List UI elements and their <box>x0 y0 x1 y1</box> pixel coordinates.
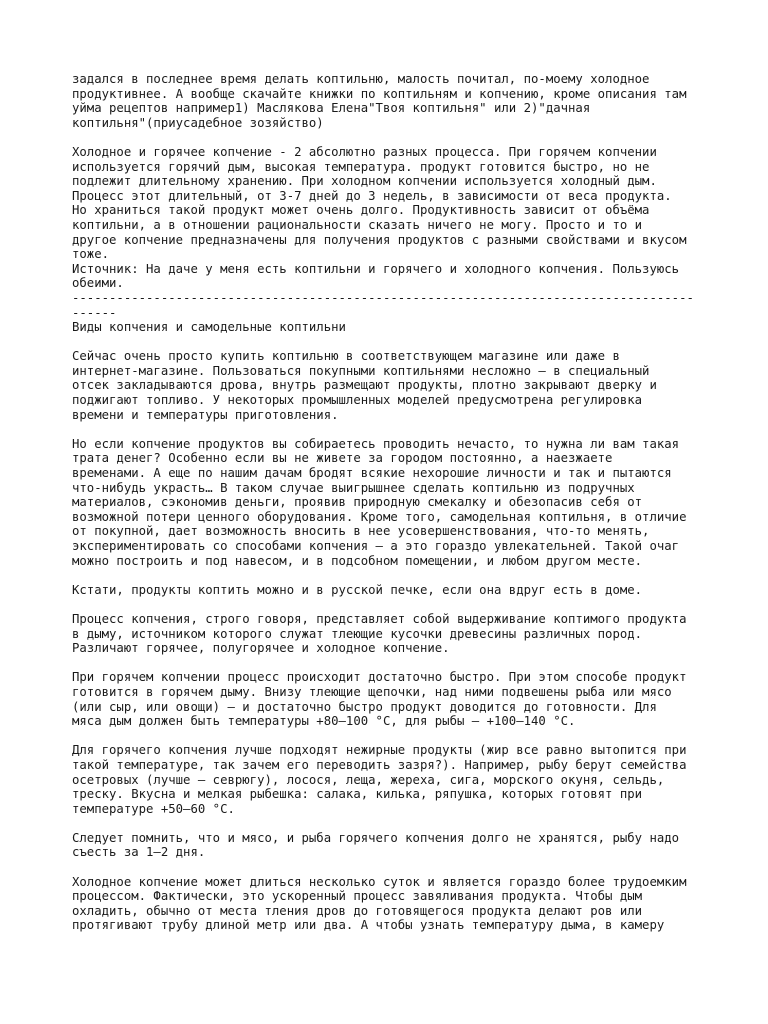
text-line: Сейчас очень просто купить коптильню в соответствующем магазине или даже в <box>72 349 620 364</box>
text-line: другое копчение предназначены для получения продуктов с разными свойствами и вкусом <box>72 232 687 247</box>
text-line: такой температуре, так зачем его переводить зазря?). Например, рыбу берут семейства <box>72 757 687 772</box>
text-line: материалов, сэкономив деньги, проявив природную смекалку и обезопасив себя от <box>72 495 643 510</box>
blank-line <box>72 130 712 145</box>
blank-line <box>72 568 712 583</box>
text-line: процессом. Фактически, это ускоренный процесс завяливания продукта. Чтобы дым <box>72 889 643 904</box>
text-line: коптильни, а в отношении рациональности сказать ничего не могу. Просто и то и <box>72 217 643 232</box>
blank-line <box>72 729 712 744</box>
separator-line: ------ <box>72 305 117 320</box>
text-line: времени и температуры приготовления. <box>72 407 339 422</box>
text-line: температуре +50–60 °С. <box>72 801 235 816</box>
text-line: съесть за 1–2 дня. <box>72 845 206 860</box>
text-line: в дыму, источником которого служат тлеющие кусочки древесины различных пород. <box>72 626 643 641</box>
text-line: интернет-магазине. Пользоваться покупными коптильнями несложно — в специальный <box>72 363 650 378</box>
blank-line <box>72 422 712 437</box>
text-line: Источник: На даче у меня есть коптильни и горячего и холодного копчения. Пользуюсь <box>72 261 680 276</box>
blank-line <box>72 335 712 350</box>
text-line: от покупной, дает возможность вносить в нее усовершенствования, что-то менять, <box>72 524 650 539</box>
blank-line <box>72 597 712 612</box>
text-line: экспериментировать со способами копчения — а это гораздо увлекательней. Такой очаг <box>72 539 680 553</box>
text-line: осетровых (лучше — севрюгу), лосося, леща, жереха, сига, морского окуня, сельдь, <box>72 772 665 787</box>
text-line: Но если копчение продуктов вы собираетесь проводить нечасто, то нужна ли вам такая <box>72 436 680 451</box>
text-line: можно построить и под навесом, и в подсобном помещении, и любом другом месте. <box>72 553 643 568</box>
text-line: используется горячий дым, высокая температура. продукт готовится быстро, но не <box>72 159 650 174</box>
text-line: Различают горячее, полугорячее и холодное копчение. <box>72 641 450 656</box>
text-line: охладить, обычно от места тления дров до готовящегося продукта делают ров или <box>72 903 643 918</box>
blank-line <box>72 656 712 671</box>
text-line: Виды копчения и самодельные коптильни <box>72 320 346 335</box>
text-line: возможной потери ценного оборудования. Кроме того, самодельная коптильня, в отличие <box>72 509 687 524</box>
document-page <box>72 72 712 933</box>
text-line: При горячем копчении процесс происходит достаточно быстро. При этом способе продукт <box>72 670 687 685</box>
text-line: коптильня"(приусадебное зозяйство) <box>72 115 324 130</box>
text-line: обеими. <box>72 276 124 291</box>
text-line: задался в последнее время делать коптильню, малость почитал, по-моему холодное <box>72 72 650 86</box>
text-line: Но храниться такой продукт может очень долго. Продуктивность зависит от объёма <box>72 203 650 218</box>
blank-line <box>72 860 712 875</box>
text-line: трата денег? Особенно если вы не живете за городом постоянно, а наезжаете <box>72 451 613 466</box>
text-line: поджигают топливо. У некоторых промышленных моделей предусмотрена регулировка <box>72 393 643 408</box>
text-line: тоже. <box>72 247 110 262</box>
text-line: (или сыр, или овощи) — и достаточно быстро продукт доводится до готовности. Для <box>72 699 657 714</box>
text-line: готовится в горячем дыму. Внизу тлеющие щепочки, над ними подвешены рыба или мясо <box>72 684 672 699</box>
separator-line: ------------------------------------------------------------------------------------ <box>72 290 694 305</box>
text-line: отсек закладываются дрова, внутрь размещают продукты, плотно закрывают дверку и <box>72 378 657 393</box>
text-line: что-нибудь украсть… В таком случае выигрышнее сделать коптильню из подручных <box>72 480 635 495</box>
text-line: Процесс копчения, строго говоря, представляет собой выдерживание коптимого продукта <box>72 611 687 626</box>
text-line: Следует помнить, что и мясо, и рыба горячего копчения долго не хранятся, рыбу надо <box>72 830 680 845</box>
blank-line <box>72 816 712 831</box>
text-line: треску. Вкусна и мелкая рыбешка: салака, килька, ряпушка, которых готовят при <box>72 787 643 802</box>
text-line: Кстати, продукты коптить можно и в русской печке, если она вдруг есть в доме. <box>72 582 643 597</box>
text-line: Процесс этот длительный, от 3-7 дней до 3 недель, в зависимости от веса продукта. <box>72 188 672 203</box>
text-line: мяса дым должен быть температуры +80–100 °С, для рыбы — +100–140 °С. <box>72 714 576 729</box>
text-line: продуктивнее. А вообще скачайте книжки по коптильням и копчению, кроме описания там <box>72 86 687 101</box>
text-line: протягивают трубу длиной метр или два. А чтобы узнать температуру дыма, в камеру <box>72 918 665 933</box>
text-line: Холодное и горячее копчение - 2 абсолютно разных процесса. При горячем копчении <box>72 144 657 159</box>
text-line: Холодное копчение может длиться несколько суток и является гораздо более трудоемким <box>72 874 687 889</box>
text-line: временами. А еще по нашим дачам бродят всякие нехорошие личности и так и пытаются <box>72 466 672 481</box>
text-line: подлежит длительному хранению. При холодном копчении используется холодный дым. <box>72 174 657 189</box>
text-line: уйма рецептов например1) Маслякова Елена"Твоя коптильня" или 2)"дачная <box>72 101 591 116</box>
text-line: Для горячего копчения лучше подходят нежирные продукты (жир все равно вытопится при <box>72 743 687 758</box>
